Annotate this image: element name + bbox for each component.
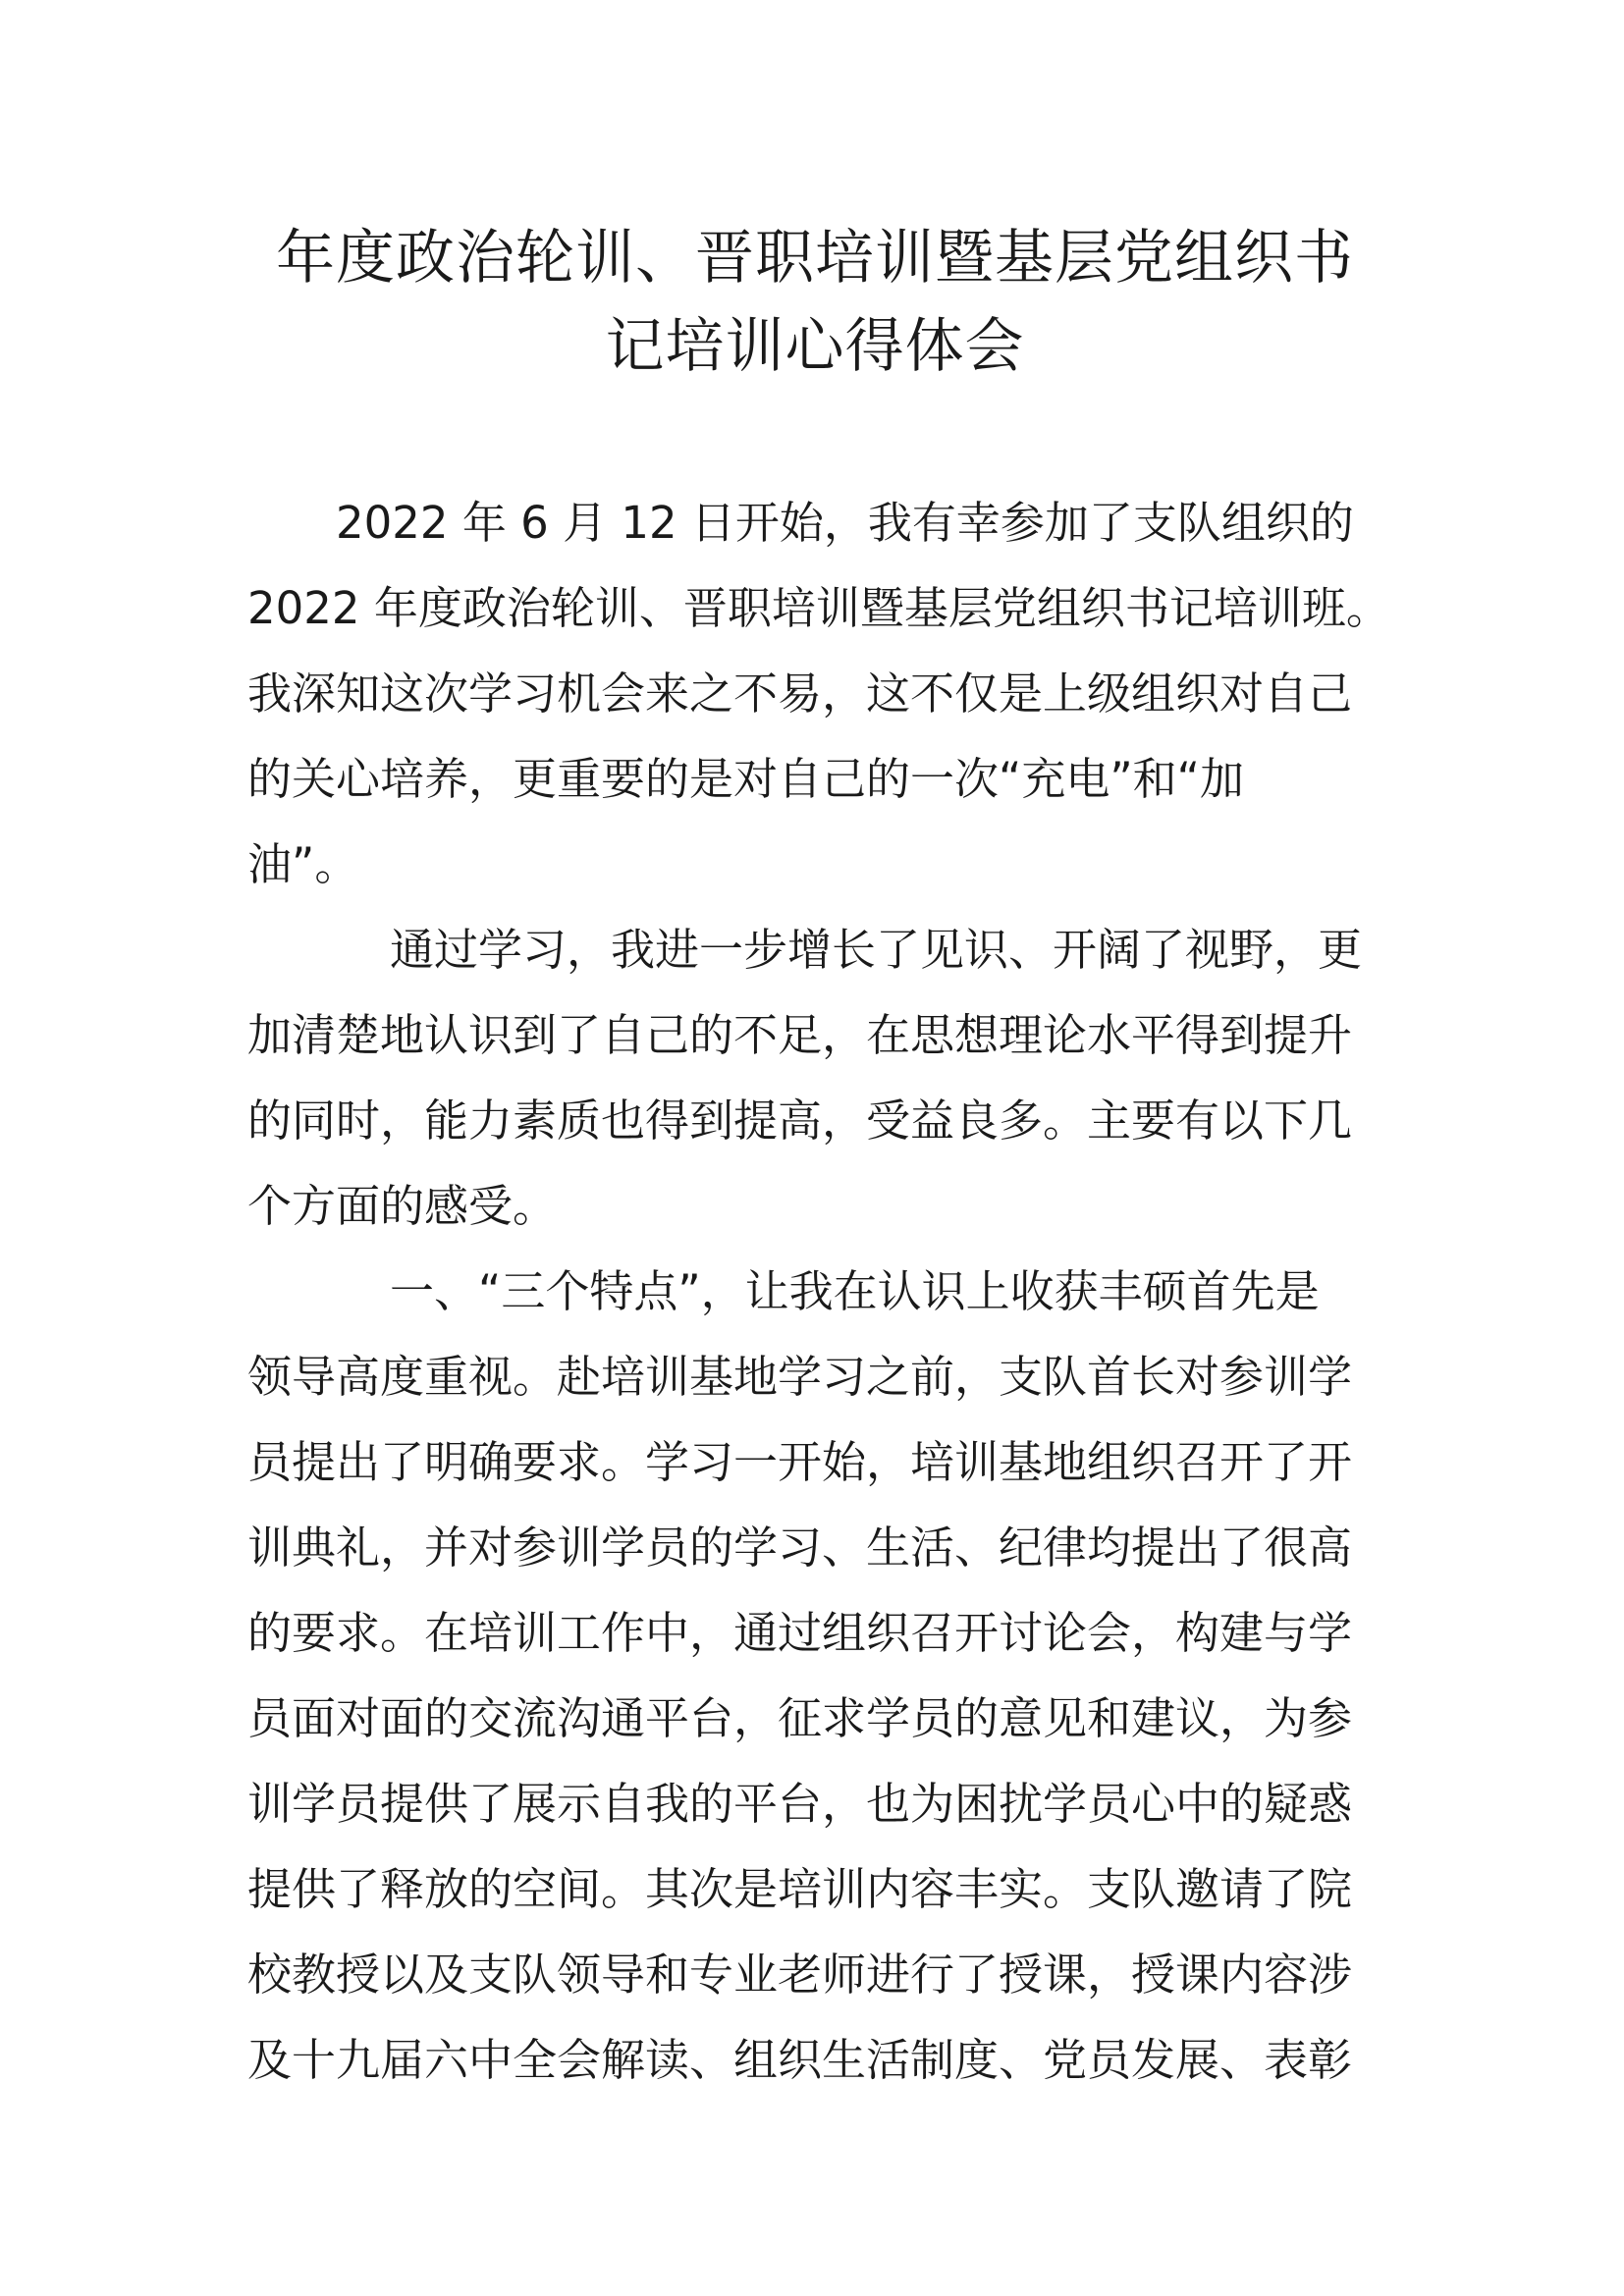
paragraph-3-line-10: 及十九届六中全会解读、组织生活制度、党员发展、表彰	[247, 2034, 1353, 2086]
paragraph-3-line-9: 校教授以及支队领导和专业老师进行了授课，授课内容涉	[247, 1949, 1353, 2001]
paragraph-3-line-7: 训学员提供了展示自我的平台，也为困扰学员心中的疑惑	[247, 1778, 1353, 1830]
paragraph-3-line-3: 员提出了明确要求。学习一开始，培训基地组织召开了开	[247, 1436, 1353, 1488]
paragraph-1-line-3: 我深知这次学习机会来之不易，这不仅是上级组织对自己	[247, 667, 1353, 720]
paragraph-2-line-2: 加清楚地认识到了自己的不足，在思想理论水平得到提升	[247, 1009, 1353, 1061]
paragraph-3-line-6: 员面对面的交流沟通平台，征求学员的意见和建议，为参	[247, 1692, 1353, 1744]
paragraph-3-line-1: 一、“三个特点”，让我在认识上收获丰硕首先是	[390, 1265, 1320, 1317]
paragraph-2-line-4: 个方面的感受。	[247, 1180, 558, 1232]
document-body	[247, 480, 1390, 2103]
paragraph-3-line-5: 的要求。在培训工作中，通过组织召开讨论会，构建与学	[247, 1607, 1353, 1659]
paragraph-3-line-8: 提供了释放的空间。其次是培训内容丰实。支队邀请了院	[247, 1863, 1353, 1915]
paragraph-2-line-3: 的同时，能力素质也得到提高，受益良多。主要有以下几	[247, 1095, 1353, 1147]
paragraph-2-line-1: 通过学习，我进一步增长了见识、开阔了视野，更	[390, 924, 1363, 976]
paragraph-3-line-2: 领导高度重视。赴培训基地学习之前，支队首长对参训学	[247, 1351, 1353, 1403]
paragraph-1-line-5: 油”。	[247, 838, 359, 890]
paragraph-1-line-4: 的关心培养，更重要的是对自己的一次“充电”和“加	[247, 753, 1244, 805]
paragraph-1-line-2: 2022 年度政治轮训、晋职培训暨基层党组织书记培训班。	[247, 582, 1390, 634]
paragraph-1-line-1: 2022 年 6 月 12 日开始，我有幸参加了支队组织的	[336, 497, 1354, 549]
paragraph-3-line-4: 训典礼，并对参训学员的学习、生活、纪律均提出了很高	[247, 1522, 1353, 1574]
document-title	[226, 214, 1404, 391]
title-line-2: 记培训心得体会	[605, 312, 1025, 381]
title-line-1: 年度政治轮训、晋职培训暨基层党组织书	[276, 224, 1354, 293]
